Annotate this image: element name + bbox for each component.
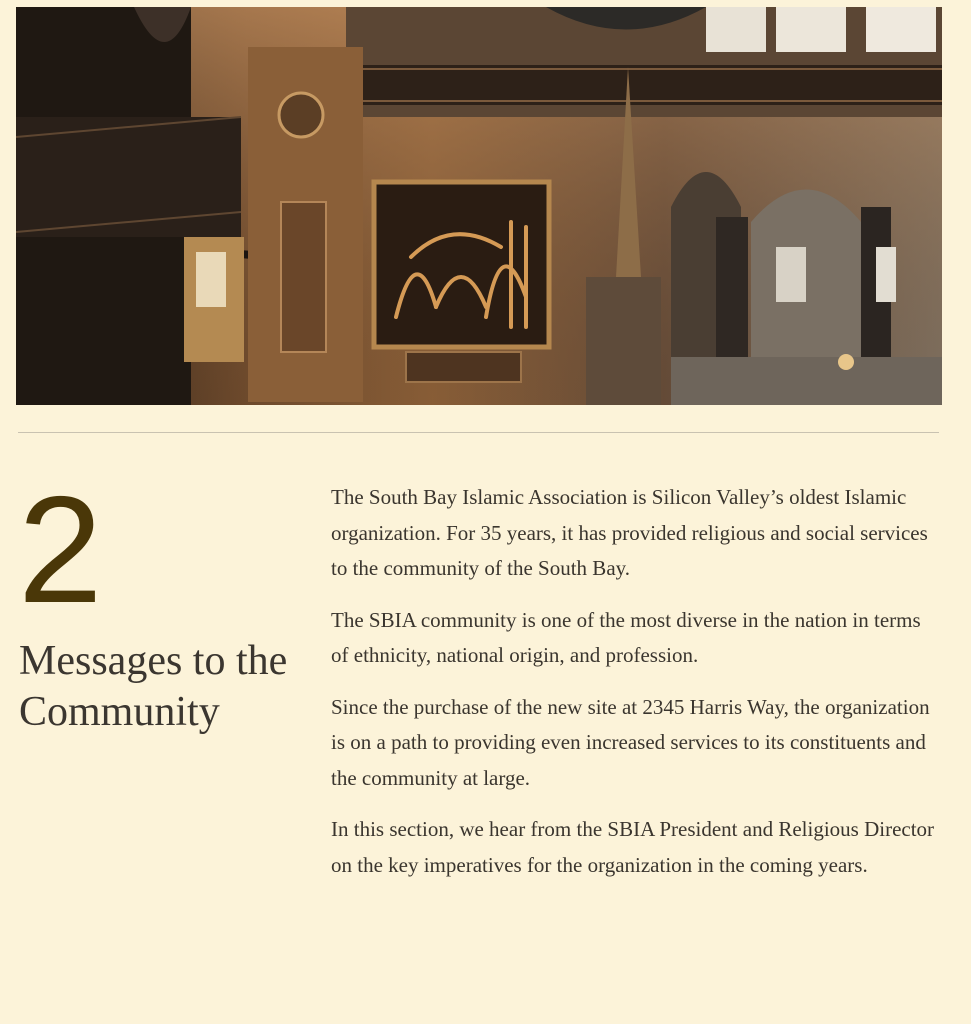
chapter-title: Messages to the Community xyxy=(19,638,288,735)
chapter-body xyxy=(331,480,941,899)
mosque-interior-illustration xyxy=(16,7,942,405)
intro-paragraph-3: Since the purchase of the new site at 2345 Harris Way, the organization is on a path to providing even increased services to its constituents and the community at large. xyxy=(331,694,930,790)
hero-photo-mosque-interior xyxy=(16,7,942,405)
chapter-number: 2 xyxy=(18,465,103,635)
section-divider xyxy=(18,432,939,433)
intro-paragraph-2: The SBIA community is one of the most diverse in the nation in terms of ethnicity, national origin, and profession. xyxy=(331,607,921,667)
intro-paragraph-1: The South Bay Islamic Association is Silicon Valley’s oldest Islamic organization. For 35 years, it has provided religious and social services to the community of the South Bay. xyxy=(331,485,928,580)
intro-paragraph-4: In this section, we hear from the SBIA President and Religious Director on the key imperatives for the organization in the coming years. xyxy=(331,817,935,877)
